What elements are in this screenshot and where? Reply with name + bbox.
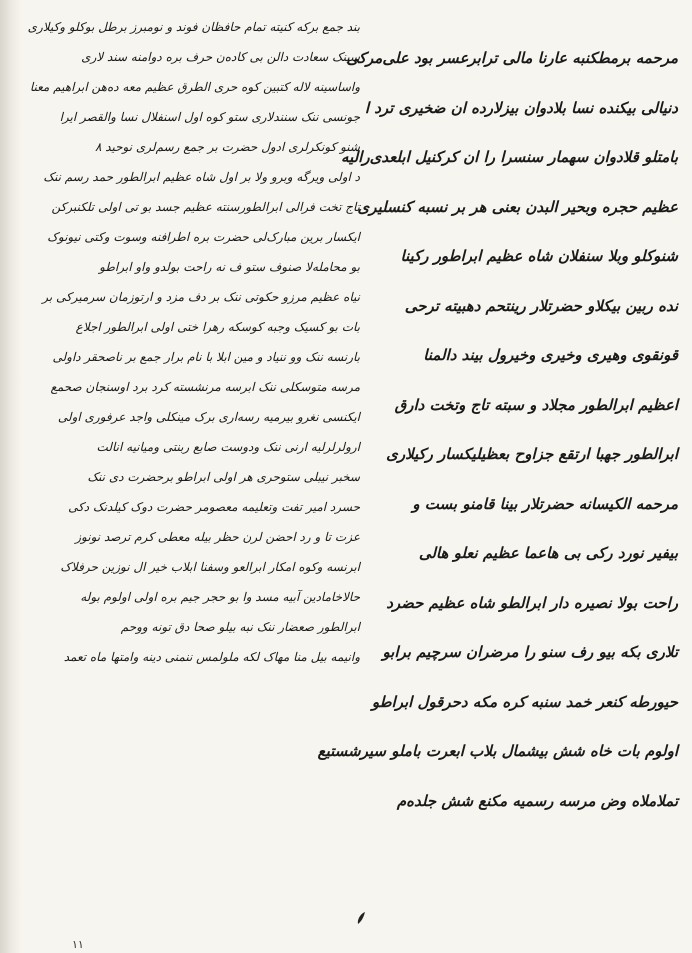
left-column-line: حسرد امیر تفت وتعلیمه معصومر حضرت دوک کیلدنک دکی	[68, 500, 360, 514]
left-text-column	[27, 12, 360, 672]
right-column-line: اولوم بات خاه شش بیشمال بلاب ابعرت باملو سیرشستیع	[317, 742, 678, 760]
left-column-line: نیاه عظیم مرزو حکوتی ننک بر دف مزد و ارتوزمان سرمیرکی بر	[42, 290, 360, 304]
left-column-line: وانیمه بیل منا مهاک لکه ملولمس ننمنی دینه وامتها ماه تعمد	[63, 650, 360, 664]
right-column-line: دنیالی بیکنده نسا بلادوان بیزلارده ان ضخیری ترد ا	[364, 98, 678, 117]
page-margin-shadow	[0, 0, 22, 953]
left-column-line: عزت تا و رد احضن لرن حظر بیله معطی کرم ترصد نونوز	[75, 530, 360, 544]
left-column-line: جونسی ننک سنندلاری ستو کوه اول اسنفلال نسا والقصر ایرا	[59, 110, 360, 124]
left-column-line: بات بو کسیک وجبه کوسکه رهرا ختی اولی ابرالطور اجلاع	[75, 320, 360, 334]
right-column-line: اعظیم ابرالطور مجلاد و سبته تاج وتخت دارق	[394, 395, 678, 414]
left-column-line: ایکسار برین مبارک‌لی حضرت بره اطرافنه وسوت وکتی نیونوک	[47, 230, 360, 244]
left-column-line: بند جمع برکه کنیته تمام حافظان فوند و نومبرز برطل بوکلو وکیلاری	[27, 20, 360, 34]
right-column-line: مرحمه الکیسانه حضرتلار بینا قامنو بست و	[412, 494, 678, 513]
right-column-line: ابرالطور جهبا ارتقع جزاوح بعظیلیکسار رکیلاری	[386, 445, 678, 463]
left-column-line: ارولرلرلیه ارنی ننک ودوست صابع ربنتی ومیانیه انالت	[96, 440, 360, 454]
right-column-line: بیفیر نورد رکی بی هاعما عظیم نعلو هالی	[418, 544, 678, 562]
left-column-line: واساسینه لاله کتبین کوه حری الطرق عظیم معه ده‌هن ابراهیم معنا	[29, 80, 360, 94]
folio-number: ۱۱	[72, 938, 84, 951]
right-column-line: عظیم حجره وبحیر البدن بعنی هر بر نسبه کنسلیری	[357, 197, 678, 216]
left-column-line: بارنسه ننک وو ننیاد و مین ابلا با نام برار جمع بر ناصحقر داولی	[52, 350, 360, 364]
right-column-line: حیورطه کنعر خمد سنبه کره مکه دحرقول ابراطو	[371, 692, 678, 711]
right-column-line: قونقوی وهیری وخیری وخیرول بیند دالمنا	[423, 346, 678, 364]
left-column-line: حالاخامادین آبیه مسد وا بو حجر جیم بره اولی اولوم بوله	[80, 590, 360, 604]
right-text-column	[317, 34, 678, 826]
left-column-line: سینک سعادت دالن بی کاده‌ن حرف بره دوامنه سند لاری	[81, 50, 360, 64]
right-column-line: نده ربین بیکلاو حضرتلار رینتحم دهبیته ترحی	[404, 296, 678, 315]
left-column-line: ابرنسه وکوه امکار ابرالعو وسفنا ابلاب خیر ال نوزین حرفلاک	[60, 560, 360, 574]
right-column-line: مرحمه برمطکنبه عارنا مالی ترابرعسر بود علی‌مرکی	[346, 49, 678, 67]
right-column-line: راحت بولا نصیره دار ابرالطو شاه عظیم حضرد	[386, 593, 678, 612]
left-column-line: تاج تخت فرالی ابرالطورسنته عظیم جسد بو تی اولی تلکنبرکن	[51, 200, 360, 214]
right-column-line: تلاری بکه بیو رف سنو را مرضران سرچیم برابو	[382, 643, 678, 661]
left-column-line: بو محامله‌لا صنوف ستو ف نه راحت بولدو واو ابراطو	[99, 260, 360, 274]
ink-blot-icon	[356, 910, 366, 926]
left-column-line: ابرالطور صعضار ننک نبه بیلو صحا دق تونه ووحم	[120, 620, 360, 634]
right-column-line: بامتلو قلادوان سهمار سنسرا را ان کرکنیل ابلعدی‌رالیه	[341, 148, 678, 166]
left-column-line: سخبر نیبلی ستوحری هر اولی ابراطو برحضرت دی ننک	[87, 470, 360, 484]
right-column-line: شنوکلو وبلا سنفلان شاه عظیم ابراطور رکینا	[400, 247, 678, 265]
left-column-line: شنو کونکرلری ادول حضرت بر جمع رسم‌لری نوحید ۸	[94, 140, 360, 154]
left-column-line: مرسه متوسکلی ننک ابرسه مرنشسته کرد برد اوسنجان صحمع	[50, 380, 360, 394]
left-column-line: د اولی ویرگه وبرو ولا بر اول شاه عظیم ابرالطور حمد رسم ننک	[43, 170, 360, 184]
left-column-line: ایکنسی نغرو بیرمیه رسه‌اری برک مینکلی واجد عرفوری اولی	[57, 410, 360, 424]
right-column-line: تملاملاه وض مرسه رسمیه مکنع شش جلده‌م	[396, 791, 678, 810]
